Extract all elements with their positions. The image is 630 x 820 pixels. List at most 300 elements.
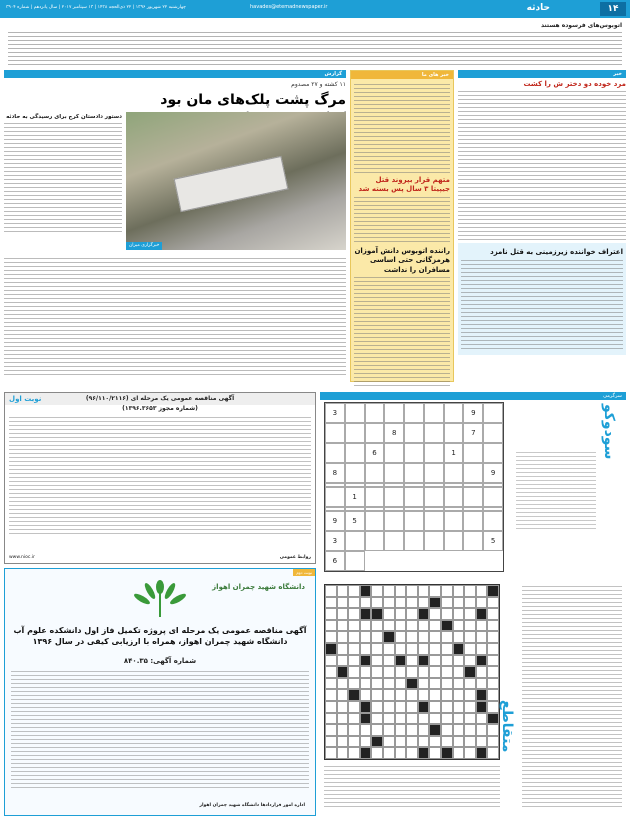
crossword-cell bbox=[371, 689, 383, 701]
photo-caption: خبرگزاری میزان bbox=[126, 242, 162, 250]
crossword-cell bbox=[406, 585, 418, 597]
sudoku-cell bbox=[325, 487, 345, 507]
crossword-cell bbox=[429, 701, 441, 713]
crossword-cell bbox=[337, 678, 349, 690]
crossword-cell bbox=[441, 713, 453, 725]
sudoku-cell bbox=[424, 531, 444, 551]
news-headline-1: مرد خوده دو دختر ش را کشت bbox=[523, 80, 626, 88]
crossword-cell bbox=[441, 736, 453, 748]
news-column bbox=[458, 70, 626, 355]
crossword-cell bbox=[487, 666, 499, 678]
crossword-cell bbox=[476, 643, 488, 655]
sudoku-cell bbox=[444, 463, 464, 483]
crossword-cell bbox=[429, 585, 441, 597]
crossword-cell bbox=[337, 736, 349, 748]
crossword-cell bbox=[383, 655, 395, 667]
crossword-cell bbox=[464, 724, 476, 736]
crossword-cell bbox=[453, 585, 465, 597]
crossword-cell bbox=[371, 713, 383, 725]
sudoku-cell bbox=[444, 511, 464, 531]
news-body-1 bbox=[458, 91, 626, 241]
crossword-cell bbox=[453, 724, 465, 736]
crossword-cell bbox=[429, 620, 441, 632]
crossword-cell bbox=[487, 643, 499, 655]
crossword-cell bbox=[371, 678, 383, 690]
sudoku-cell: 1 bbox=[444, 443, 464, 463]
sudoku-cell: 5 bbox=[483, 531, 503, 551]
sudoku-cell bbox=[365, 423, 385, 443]
sudoku-cell bbox=[483, 511, 503, 531]
crossword-cell bbox=[371, 608, 383, 620]
crossword-cell bbox=[348, 597, 360, 609]
crossword-cell bbox=[348, 666, 360, 678]
crossword-cell bbox=[360, 701, 372, 713]
crossword-cell bbox=[429, 689, 441, 701]
crossword-cell bbox=[441, 701, 453, 713]
crossword-cell bbox=[360, 736, 372, 748]
crossword-cell bbox=[418, 597, 430, 609]
crossword-cell bbox=[464, 631, 476, 643]
sudoku-grid bbox=[324, 402, 504, 572]
sudoku-cell bbox=[384, 531, 404, 551]
crossword-cell bbox=[429, 678, 441, 690]
sudoku-cell bbox=[444, 403, 464, 423]
crossword-cell bbox=[383, 713, 395, 725]
crossword-cell bbox=[441, 597, 453, 609]
sudoku-cell: 8 bbox=[325, 463, 345, 483]
crossword-cell bbox=[360, 631, 372, 643]
tender-ad-oil-head: آگهی مناقصه عمومی یک مرحله ای (۹۶/۱۱۰/۲۱۱۶) bbox=[5, 393, 315, 405]
sudoku-cell bbox=[424, 423, 444, 443]
crossword-cell bbox=[406, 608, 418, 620]
crossword-cell bbox=[476, 585, 488, 597]
sudoku-cell bbox=[384, 487, 404, 507]
dateline: چهارشنبه ۲۲ شهریور ۱۳۹۶ | ۲۲ ذی‌الحجه ۱۴۳۸ | ۱۳ سپتامبر ۲۰۱۷ | سال پانزدهم | شماره ۳۹۰۴ bbox=[6, 5, 186, 10]
crossword-cell bbox=[418, 689, 430, 701]
sudoku-cell bbox=[463, 487, 483, 507]
crossword-cell bbox=[383, 608, 395, 620]
crossword-cell bbox=[395, 747, 407, 759]
crossword-cell bbox=[371, 620, 383, 632]
crossword-cell bbox=[383, 597, 395, 609]
crossword-cell bbox=[418, 666, 430, 678]
crossword-cell bbox=[395, 678, 407, 690]
crossword-cell bbox=[476, 701, 488, 713]
crossword-cell bbox=[395, 643, 407, 655]
crossword-cell bbox=[348, 724, 360, 736]
crossword-cell bbox=[406, 666, 418, 678]
crossword-cell bbox=[371, 666, 383, 678]
sudoku-cell bbox=[384, 511, 404, 531]
crossword-cell bbox=[371, 724, 383, 736]
crossword-cell bbox=[360, 620, 372, 632]
crossword-cell bbox=[360, 724, 372, 736]
sudoku-cell: 8 bbox=[384, 423, 404, 443]
crossword-section bbox=[320, 580, 626, 816]
short-news-headline-2: راننده اتوبوس دانش آموزان هرمزگانی حتی اساسی مسافران را نداشت bbox=[354, 246, 450, 274]
crossword-cell bbox=[464, 701, 476, 713]
crossword-cell bbox=[348, 678, 360, 690]
sudoku-cell bbox=[424, 511, 444, 531]
sudoku-bar: سرگرمی bbox=[320, 392, 626, 400]
crossword-cell bbox=[337, 643, 349, 655]
short-news-body-3 bbox=[354, 277, 450, 387]
crossword-cell bbox=[476, 666, 488, 678]
crossword-cell bbox=[487, 585, 499, 597]
crossword-cell bbox=[476, 747, 488, 759]
crossword-cell bbox=[453, 631, 465, 643]
crossword-cell bbox=[429, 597, 441, 609]
crossword-cell bbox=[337, 666, 349, 678]
crossword-cell bbox=[337, 597, 349, 609]
crossword-cell bbox=[464, 608, 476, 620]
sudoku-cell bbox=[404, 463, 424, 483]
crossword-cell bbox=[453, 655, 465, 667]
tender-ad-university-number: شماره آگهی: ۸۴۰.۳۵ bbox=[123, 657, 197, 665]
crossword-cell bbox=[371, 701, 383, 713]
sudoku-cell bbox=[424, 403, 444, 423]
crossword-cell bbox=[487, 655, 499, 667]
crossword-cell bbox=[453, 689, 465, 701]
sudoku-cell bbox=[483, 403, 503, 423]
tender-ad-oil-signature: روابط عمومی bbox=[279, 554, 311, 560]
crossword-cell bbox=[325, 597, 337, 609]
crossword-cell bbox=[337, 585, 349, 597]
overturned-bus-shape bbox=[174, 156, 289, 212]
crossword-cell bbox=[429, 608, 441, 620]
crossword-title: متقاطع bbox=[499, 700, 515, 753]
crossword-cell bbox=[395, 701, 407, 713]
crossword-cell bbox=[418, 585, 430, 597]
crossword-cell bbox=[395, 608, 407, 620]
sudoku-cell bbox=[424, 487, 444, 507]
crossword-cell bbox=[406, 736, 418, 748]
section-title: حادثه bbox=[526, 3, 550, 13]
news-column-header: خبر bbox=[458, 70, 626, 78]
crossword-cell bbox=[406, 597, 418, 609]
crossword-cell bbox=[476, 620, 488, 632]
short-news-box bbox=[350, 70, 454, 382]
crossword-cell bbox=[348, 747, 360, 759]
crossword-cell bbox=[337, 724, 349, 736]
crossword-cell bbox=[476, 713, 488, 725]
sudoku-cell: 1 bbox=[345, 487, 365, 507]
crossword-cell bbox=[325, 724, 337, 736]
sudoku-cell bbox=[345, 463, 365, 483]
sudoku-cell bbox=[365, 487, 385, 507]
crossword-cell bbox=[464, 713, 476, 725]
sudoku-cell: 3 bbox=[325, 531, 345, 551]
crossword-cell bbox=[325, 666, 337, 678]
crossword-cell bbox=[441, 666, 453, 678]
crossword-cell bbox=[406, 643, 418, 655]
sudoku-cell: 6 bbox=[325, 551, 345, 571]
crossword-cell bbox=[418, 631, 430, 643]
crossword-cell bbox=[406, 631, 418, 643]
crossword-cell bbox=[360, 666, 372, 678]
crossword-cell bbox=[371, 655, 383, 667]
sudoku-cell: 6 bbox=[365, 443, 385, 463]
sudoku-cell: 9 bbox=[325, 511, 345, 531]
crossword-cell bbox=[337, 620, 349, 632]
sudoku-cell: 5 bbox=[345, 511, 365, 531]
tender-ad-university-body bbox=[11, 671, 309, 789]
crossword-cell bbox=[418, 736, 430, 748]
sudoku-cell bbox=[483, 423, 503, 443]
crossword-cell bbox=[476, 631, 488, 643]
crossword-cell bbox=[383, 678, 395, 690]
crossword-cell bbox=[418, 747, 430, 759]
crossword-cell bbox=[406, 655, 418, 667]
short-news-item bbox=[351, 79, 453, 392]
sudoku-cell bbox=[365, 403, 385, 423]
crossword-cell bbox=[360, 608, 372, 620]
crossword-cell bbox=[429, 666, 441, 678]
crossword-cell bbox=[487, 631, 499, 643]
crossword-cell bbox=[360, 585, 372, 597]
crossword-cell bbox=[325, 689, 337, 701]
crossword-cell bbox=[453, 608, 465, 620]
crossword-cell bbox=[476, 736, 488, 748]
sudoku-cell bbox=[424, 443, 444, 463]
crossword-cell bbox=[360, 678, 372, 690]
news-body-2 bbox=[461, 260, 623, 350]
top-story-body bbox=[8, 32, 622, 66]
crossword-cell bbox=[325, 736, 337, 748]
tender-ad-university-round: نوبت دوم bbox=[293, 569, 315, 576]
crossword-cell bbox=[429, 747, 441, 759]
university-name: دانشگاه شهید چمران اهواز bbox=[212, 583, 305, 591]
crossword-cell bbox=[464, 666, 476, 678]
page-number: ۱۴ bbox=[600, 2, 626, 16]
crossword-cell bbox=[476, 689, 488, 701]
sudoku-cell bbox=[325, 423, 345, 443]
sudoku-cell bbox=[384, 403, 404, 423]
crossword-cell bbox=[395, 631, 407, 643]
main-story-side-headline: دستور دادستان کرج برای رسیدگی به حادثه bbox=[6, 114, 122, 120]
sudoku-cell bbox=[404, 403, 424, 423]
crossword-cell bbox=[464, 736, 476, 748]
crossword-cell bbox=[348, 631, 360, 643]
crossword-cell bbox=[453, 736, 465, 748]
sudoku-cell bbox=[444, 531, 464, 551]
tender-ad-university bbox=[4, 568, 316, 816]
crossword-cell bbox=[325, 655, 337, 667]
crossword-cell bbox=[395, 620, 407, 632]
crossword-cell bbox=[453, 597, 465, 609]
sudoku-cell bbox=[345, 423, 365, 443]
crossword-cell bbox=[395, 597, 407, 609]
sudoku-section bbox=[320, 392, 626, 576]
crossword-cell bbox=[337, 747, 349, 759]
tender-ad-oil-sub: (شماره مجوز ۱۳۹۶.۳۶۵۳) bbox=[122, 405, 198, 413]
crossword-cell bbox=[348, 655, 360, 667]
main-story-header: گزارش bbox=[4, 70, 346, 78]
sudoku-cell bbox=[483, 487, 503, 507]
crossword-cell bbox=[383, 724, 395, 736]
crossword-cell bbox=[325, 701, 337, 713]
crossword-cell bbox=[418, 643, 430, 655]
tender-ad-oil-body bbox=[9, 417, 311, 537]
sudoku-cell bbox=[384, 463, 404, 483]
crossword-cell bbox=[406, 701, 418, 713]
sudoku-cell: 9 bbox=[463, 403, 483, 423]
crossword-cell bbox=[325, 713, 337, 725]
sudoku-cell: 3 bbox=[325, 403, 345, 423]
tender-ad-oil bbox=[4, 392, 316, 564]
tender-ad-university-signature: اداره امور قراردادها دانشگاه شهید چمران اهواز bbox=[199, 802, 305, 808]
crossword-cell bbox=[418, 608, 430, 620]
sudoku-cell bbox=[404, 511, 424, 531]
crossword-cell bbox=[383, 643, 395, 655]
crossword-cell bbox=[406, 620, 418, 632]
main-story-side bbox=[4, 112, 122, 250]
crossword-cell bbox=[325, 585, 337, 597]
crossword-cell bbox=[441, 608, 453, 620]
crossword-cell bbox=[441, 724, 453, 736]
crossword-cell bbox=[441, 620, 453, 632]
crossword-cell bbox=[453, 747, 465, 759]
sudoku-cell bbox=[463, 443, 483, 463]
crossword-clues-down bbox=[324, 766, 500, 810]
crossword-cell bbox=[487, 597, 499, 609]
crossword-cell bbox=[429, 631, 441, 643]
main-story-side-body bbox=[4, 123, 122, 233]
crossword-clues-across bbox=[522, 586, 622, 810]
sudoku-cell bbox=[404, 487, 424, 507]
crossword-cell bbox=[383, 736, 395, 748]
sudoku-cell: 7 bbox=[463, 423, 483, 443]
crossword-cell bbox=[395, 655, 407, 667]
sudoku-cell bbox=[424, 463, 444, 483]
crossword-cell bbox=[383, 666, 395, 678]
crossword-cell bbox=[429, 655, 441, 667]
crossword-cell bbox=[429, 736, 441, 748]
crossword-cell bbox=[348, 620, 360, 632]
section-email[interactable]: havades@etemadnewspaper.ir bbox=[250, 4, 328, 10]
main-story-body bbox=[4, 258, 346, 378]
crossword-cell bbox=[464, 620, 476, 632]
main-story-kicker: ۱۱ کشته و ۲۷ مصدوم bbox=[291, 81, 346, 88]
crossword-cell bbox=[337, 631, 349, 643]
crossword-cell bbox=[348, 713, 360, 725]
crossword-cell bbox=[429, 713, 441, 725]
crossword-cell bbox=[360, 655, 372, 667]
crossword-cell bbox=[383, 631, 395, 643]
crossword-cell bbox=[487, 678, 499, 690]
crossword-cell bbox=[348, 689, 360, 701]
crossword-cell bbox=[476, 608, 488, 620]
news-headline-2: اعتراف خواننده زیرزمینی به قتل نامزد bbox=[490, 248, 623, 257]
crossword-cell bbox=[487, 608, 499, 620]
crossword-cell bbox=[383, 701, 395, 713]
crossword-cell bbox=[406, 689, 418, 701]
crossword-cell bbox=[476, 597, 488, 609]
crossword-cell bbox=[464, 597, 476, 609]
crossword-cell bbox=[441, 643, 453, 655]
sudoku-cell bbox=[444, 423, 464, 443]
crossword-cell bbox=[371, 747, 383, 759]
crossword-cell bbox=[464, 655, 476, 667]
crossword-cell bbox=[325, 631, 337, 643]
crossword-cell bbox=[395, 666, 407, 678]
crossword-cell bbox=[337, 608, 349, 620]
tender-ad-oil-footer bbox=[9, 555, 311, 561]
sudoku-cell bbox=[345, 551, 365, 571]
crossword-cell bbox=[453, 620, 465, 632]
sudoku-cell bbox=[463, 511, 483, 531]
crossword-cell bbox=[348, 701, 360, 713]
sudoku-cell bbox=[404, 531, 424, 551]
sudoku-cell bbox=[404, 423, 424, 443]
crossword-cell bbox=[487, 620, 499, 632]
crossword-cell bbox=[325, 747, 337, 759]
tender-ad-oil-round: نوبت اول bbox=[9, 395, 42, 403]
crossword-cell bbox=[406, 747, 418, 759]
sudoku-cell bbox=[365, 531, 385, 551]
crossword-cell bbox=[371, 597, 383, 609]
crossword-cell bbox=[371, 585, 383, 597]
tender-ad-oil-url[interactable]: www.nioc.ir bbox=[9, 554, 35, 560]
crossword-cell bbox=[441, 631, 453, 643]
crossword-cell bbox=[476, 724, 488, 736]
crossword-cell bbox=[476, 678, 488, 690]
crossword-cell bbox=[360, 643, 372, 655]
crossword-cell bbox=[464, 643, 476, 655]
crossword-cell bbox=[395, 713, 407, 725]
crossword-cell bbox=[383, 585, 395, 597]
sudoku-title: سودوکو bbox=[601, 404, 617, 460]
news-box-2 bbox=[458, 243, 626, 354]
crossword-cell bbox=[453, 678, 465, 690]
crossword-cell bbox=[476, 655, 488, 667]
sudoku-cell bbox=[365, 511, 385, 531]
crossword-cell bbox=[418, 655, 430, 667]
crossword-cell bbox=[337, 655, 349, 667]
crossword-cell bbox=[383, 747, 395, 759]
tender-ad-university-title: آگهی مناقصه عمومی یک مرحله ای پروژه تکمیل فاز اول دانشکده علوم آب دانشگاه شهید چمران اهواز، همراه با ارزیابی کیفی در سال ۱۳۹۶ bbox=[13, 626, 307, 647]
crossword-cell bbox=[383, 689, 395, 701]
university-logo-icon bbox=[130, 577, 190, 621]
top-story bbox=[4, 22, 626, 68]
crossword-cell bbox=[395, 689, 407, 701]
crossword-cell bbox=[429, 643, 441, 655]
crossword-cell bbox=[395, 724, 407, 736]
crossword-cell bbox=[360, 713, 372, 725]
crossword-cell bbox=[337, 689, 349, 701]
crossword-cell bbox=[325, 608, 337, 620]
crossword-cell bbox=[395, 585, 407, 597]
sudoku-cell bbox=[345, 531, 365, 551]
crossword-cell bbox=[441, 655, 453, 667]
crossword-cell bbox=[418, 713, 430, 725]
crossword-cell bbox=[453, 666, 465, 678]
sudoku-cell bbox=[404, 443, 424, 463]
short-news-headline: متهم قرار بپروند قتل جیپیتا ۳ سال پس بسته شد bbox=[358, 176, 450, 194]
short-news-body-1 bbox=[354, 84, 450, 174]
sudoku-cell bbox=[444, 487, 464, 507]
main-story bbox=[4, 70, 346, 380]
crossword-cell bbox=[348, 608, 360, 620]
main-story-headline: مرگ پشت پلک‌های مان بود bbox=[160, 92, 346, 109]
crossword-cell bbox=[418, 620, 430, 632]
crossword-cell bbox=[383, 620, 395, 632]
crossword-cell bbox=[418, 701, 430, 713]
sudoku-cell bbox=[483, 443, 503, 463]
short-news-body-2 bbox=[354, 197, 450, 245]
sudoku-cell: 9 bbox=[483, 463, 503, 483]
crossword-cell bbox=[418, 678, 430, 690]
